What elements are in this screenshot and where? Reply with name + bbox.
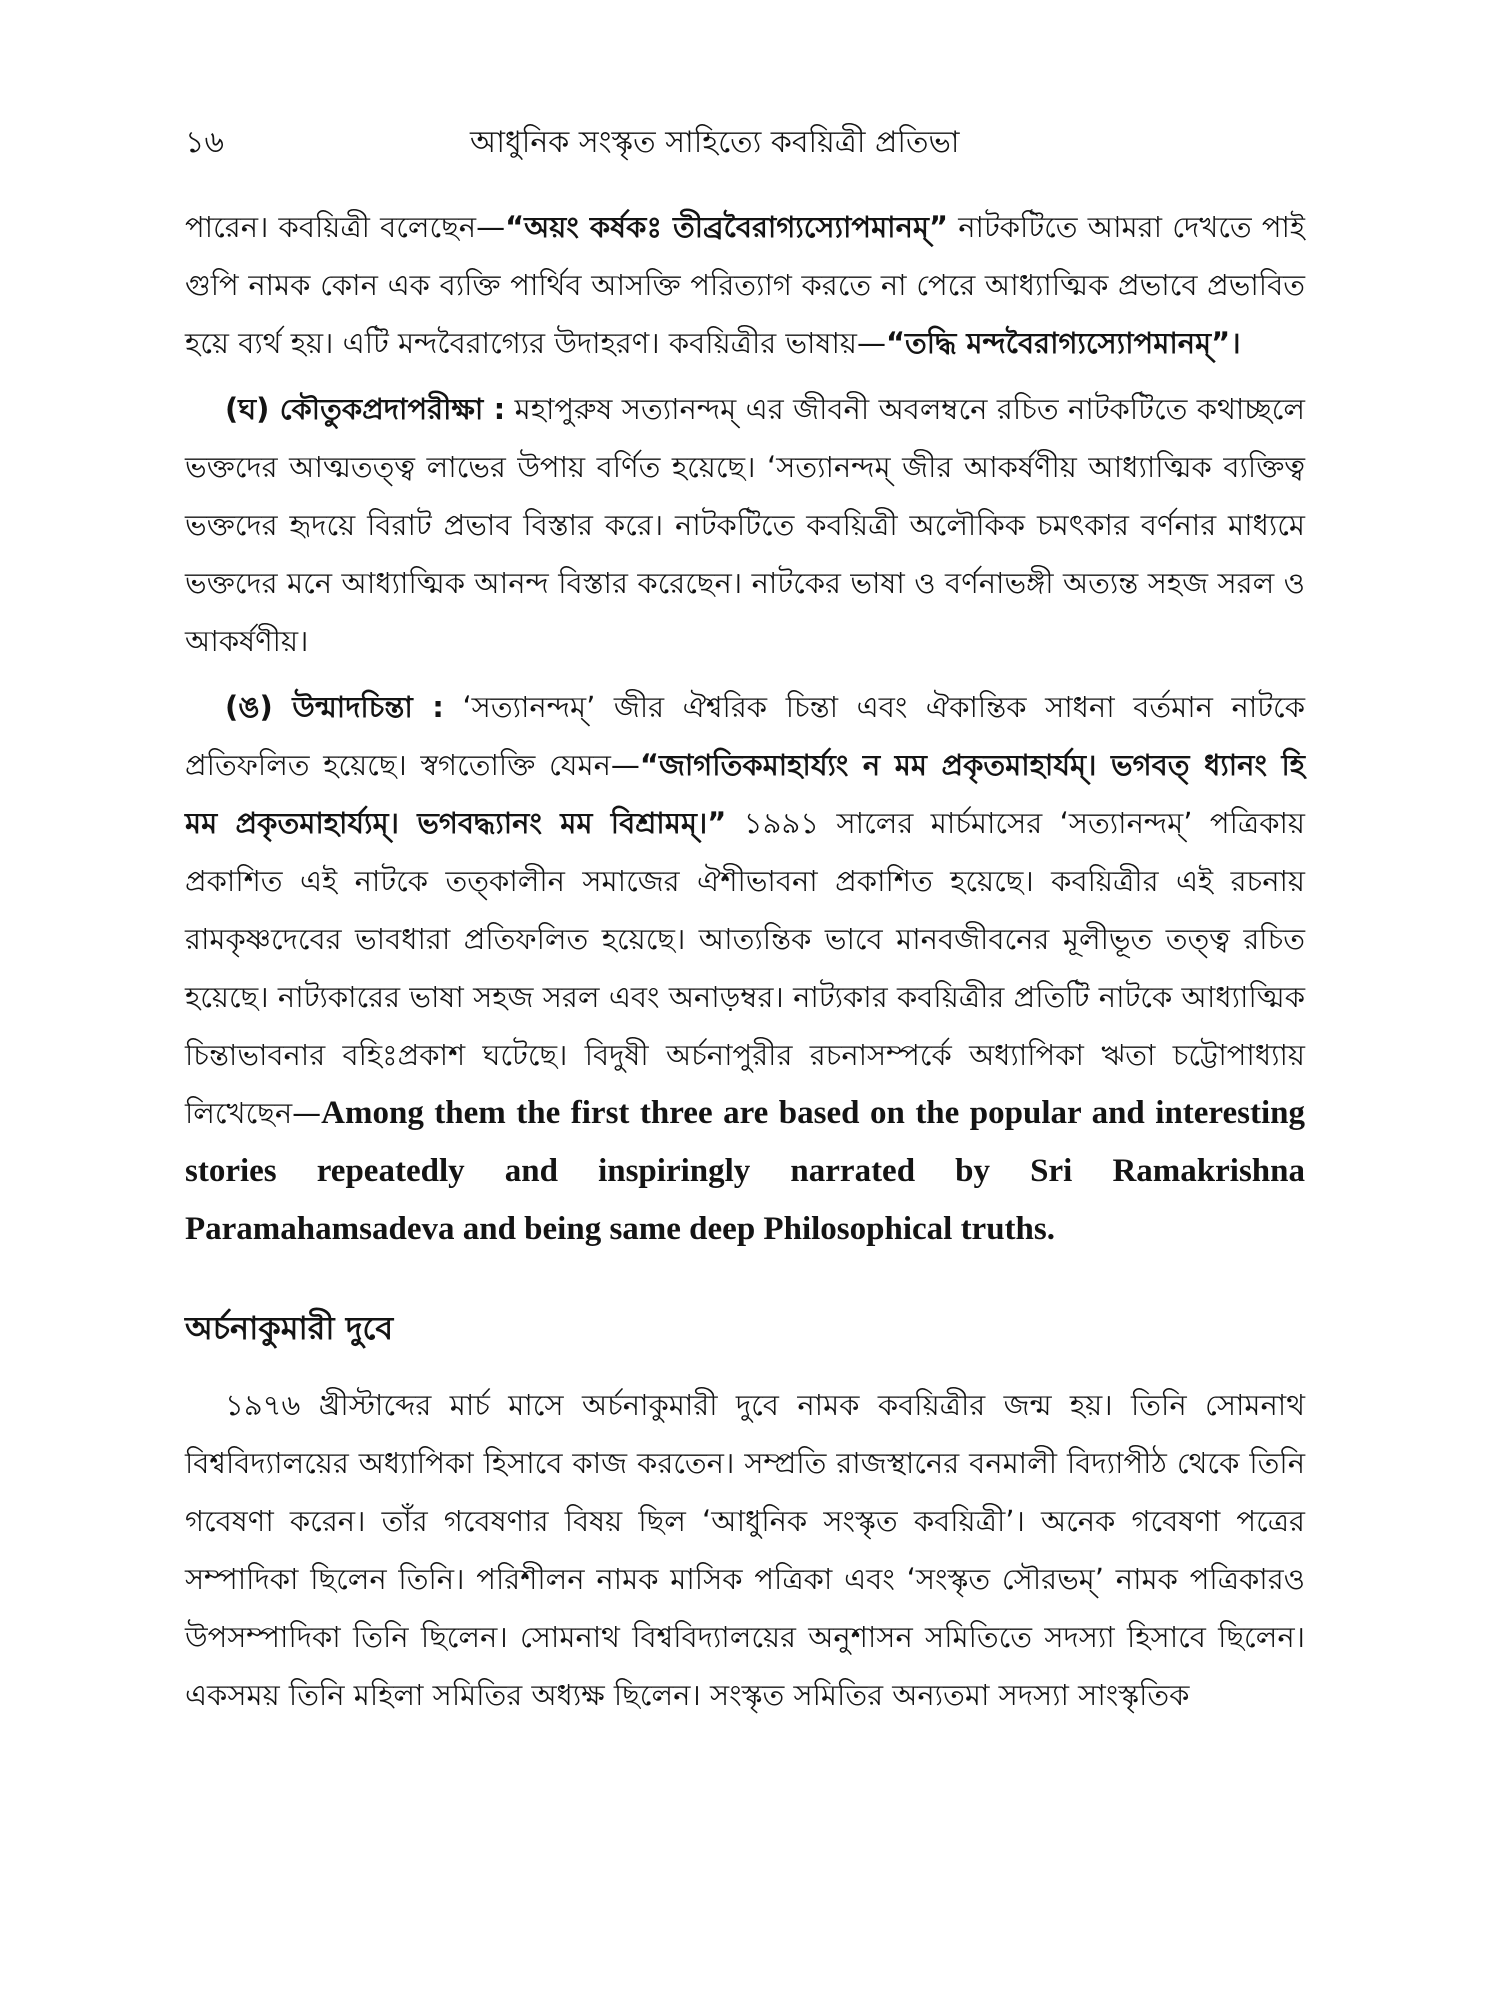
item-heading: (ঘ) কৌতুকপ্রদাপরীক্ষা : bbox=[225, 392, 506, 426]
page-number: ১৬ bbox=[185, 125, 224, 160]
paragraph-biography bbox=[185, 1376, 1305, 1724]
bold-quote: “তদ্ধি মন্দবৈরাগ্যস্যোপমানম্”। bbox=[885, 326, 1241, 360]
bold-quote: “জাগতিকমাহার্য্যং ন মম প্রকৃতমাহার্যম্। ভগবত্ ধ্যানং হি মম প্রকৃতমাহার্য্যম্। ভগবদ্ধ্যানং মম বিশ্রামম্।” bbox=[185, 748, 1305, 840]
running-title: আধুনিক সংস্কৃত সাহিত্যে কবয়িত্রী প্রতিভা bbox=[470, 125, 960, 160]
text-segment: নাটকটিতে আমরা দেখতে পাই গুপি নামক কোন এক ব্যক্তি পার্থিব আসক্তি পরিত্যাগ করতে না পেরে আধ্যাত্মিক প্রভাবে প্রভাবিত হয়ে ব্যর্থ হয়। এটি মন্দবৈরাগ্যের উদাহরণ। কবয়িত্রীর ভাষায়— bbox=[185, 210, 1306, 360]
bold-quote: “অয়ং কর্ষকঃ তীব্রবৈরাগ্যস্যোপমানম্” bbox=[505, 210, 949, 244]
page-body bbox=[185, 198, 1305, 1724]
english-quote: Among them the first three are based on the popular and interesting stories repeatedly and inspiringly narrated by Sri Ramakrishna Paramahamsadeva and being same deep Philosophical truths. bbox=[185, 1095, 1305, 1247]
paragraph-continuation bbox=[185, 198, 1305, 372]
text-segment: ১৯৭৬ খ্রীস্টাব্দের মার্চ মাসে অর্চনাকুমারী দুবে নামক কবয়িত্রীর জন্ম হয়। তিনি সোমনাথ বিশ্ববিদ্যালয়ের অধ্যাপিকা হিসাবে কাজ করতেন। সম্প্রতি রাজস্থানের বনমালী বিদ্যাপীঠ থেকে তিনি গবেষণা করেন। তাঁর গবেষণার বিষয় ছিল ‘আধুনিক সংস্কৃত কবয়িত্রী’। অনেক গবেষণা পত্রের সম্পাদিকা ছিলেন তিনি। পরিশীলন নামক মাসিক পত্রিকা এবং ‘সংস্কৃত সৌরভম্’ নামক পত্রিকারও উপসম্পাদিকা তিনি ছিলেন। সোমনাথ বিশ্ববিদ্যালয়ের অনুশাসন সমিতিতে সদস্যা হিসাবে ছিলেন। একসময় তিনি মহিলা সমিতির অধ্যক্ষ ছিলেন। সংস্কৃত সমিতির অন্যতমা সদস্যা সাংস্কৃতিক bbox=[185, 1388, 1305, 1712]
page-header bbox=[185, 118, 1305, 168]
paragraph-gha bbox=[185, 380, 1305, 670]
text-segment: পারেন। কবয়িত্রী বলেছেন— bbox=[185, 210, 506, 244]
item-heading: (ঙ) উন্মাদচিন্তা : bbox=[225, 690, 444, 724]
text-segment: ‘সত্যানন্দম্’ জীর ঐশ্বরিক চিন্তা এবং ঐকান্তিক সাধনা বর্তমান নাটকে প্রতিফলিত হয়েছে। স্বগতোক্তি যেমন— bbox=[185, 690, 1305, 782]
text-segment: ১৯৯১ সালের মার্চমাসের ‘সত্যানন্দম্’ পত্রিকায় প্রকাশিত এই নাটকে তত্কালীন সমাজের ঐশীভাবনা প্রকাশিত হয়েছে। কবয়িত্রীর এই রচনায় রামকৃষ্ণদেবের ভাবধারা প্রতিফলিত হয়েছে। আত্যন্তিক ভাবে মানবজীবনের মূলীভূত তত্ত্ব রচিত হয়েছে। নাট্যকারের ভাষা সহজ সরল এবং অনাড়ম্বর। নাট্যকার কবয়িত্রীর প্রতিটি নাটকে আধ্যাত্মিক চিন্তাভাবনার বহিঃপ্রকাশ ঘটেছে। বিদুষী অর্চনাপুরীর রচনাসম্পর্কে অধ্যাপিকা ঋতা চট্টোপাধ্যায় লিখেছেন— bbox=[185, 806, 1306, 1130]
section-heading: অর্চনাকুমারী দুবে bbox=[185, 1309, 394, 1347]
text-segment: মহাপুরুষ সত্যানন্দম্ এর জীবনী অবলম্বনে রচিত নাটকটিতে কথাচ্ছলে ভক্তদের আত্মতত্ত্ব লাভের উপায় বর্ণিত হয়েছে। ‘সত্যানন্দম্ জীর আকর্ষণীয় আধ্যাত্মিক ব্যক্তিত্ব ভক্তদের হৃদয়ে বিরাট প্রভাব বিস্তার করে। নাটকটিতে কবয়িত্রী অলৌকিক চমৎকার বর্ণনার মাধ্যমে ভক্তদের মনে আধ্যাত্মিক আনন্দ বিস্তার করেছেন। নাটকের ভাষা ও বর্ণনাভঙ্গী অত্যন্ত সহজ সরল ও আকর্ষণীয়। bbox=[185, 392, 1305, 658]
paragraph-umo bbox=[185, 678, 1305, 1258]
